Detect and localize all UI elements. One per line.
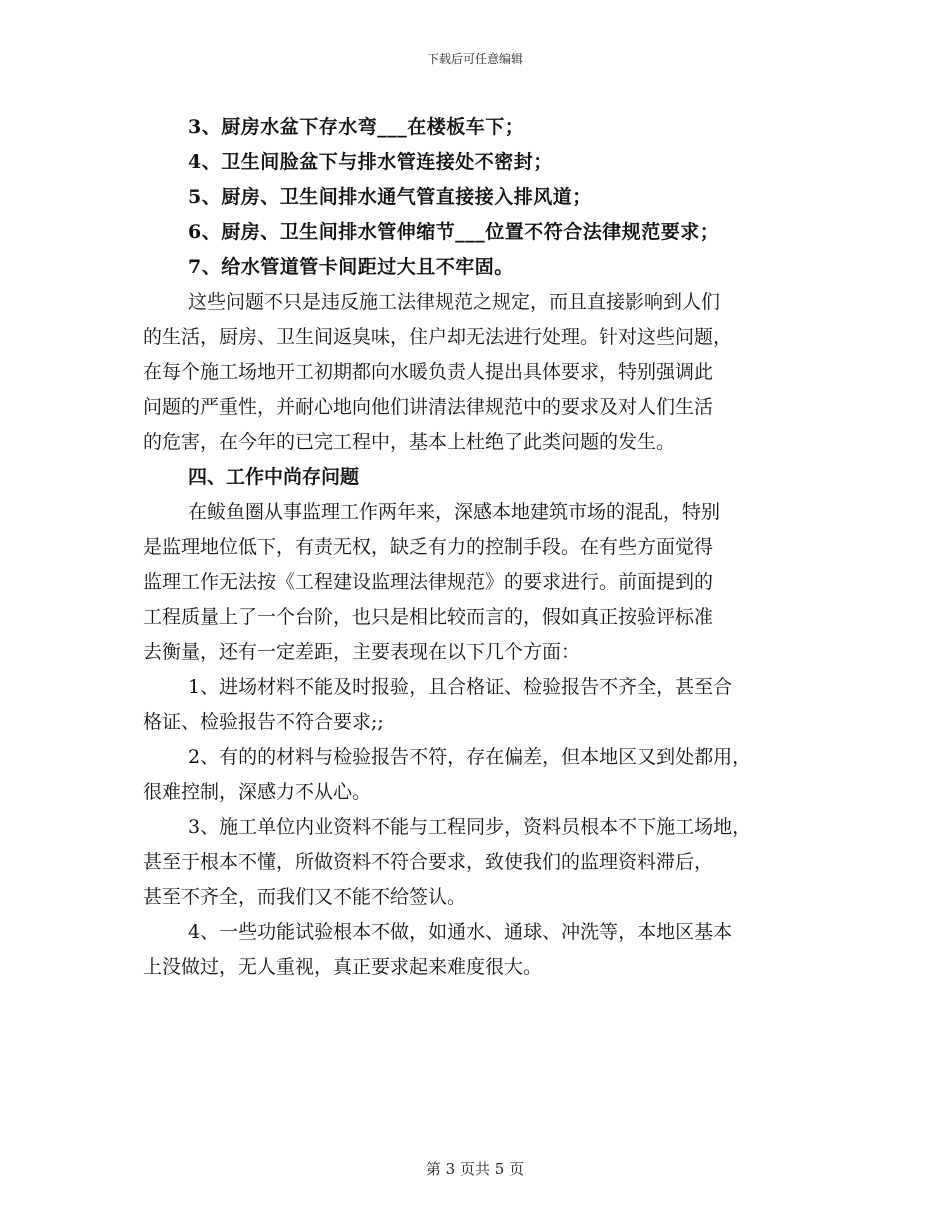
list-item-line: 甚至不齐全，而我们又不能不给签认。: [143, 886, 467, 908]
list-item-line: 2、有的的材料与检验报告不符，存在偏差，但本地区又到处都用，: [188, 746, 752, 768]
list-item-line: 上没做过，无人重视，真正要求起来难度很大。: [143, 956, 543, 978]
paragraph-line: 这些问题不只是违反施工法律规范之规定，而且直接影响到人们: [188, 291, 721, 313]
section-heading: 四、工作中尚存问题: [188, 466, 360, 488]
paragraph-line: 在鲅鱼圈从事监理工作两年来，深感本地建筑市场的混乱，特别: [188, 501, 721, 523]
paragraph-line: 监理工作无法按《工程建设监理法律规范》的要求进行。前面提到的: [143, 571, 714, 593]
list-item-line: 3、施工单位内业资料不能与工程同步，资料员根本不下施工场地，: [188, 816, 752, 838]
page-header: 下载后可任意编辑: [426, 52, 523, 66]
list-item-line: 格证、检验报告不符合要求;;: [143, 711, 384, 733]
page-footer: 第 3 页共 5 页: [425, 1160, 525, 1178]
bold-list-item-4: 4、卫生间脸盆下与排水管连接处不密封；: [188, 151, 553, 173]
document-body: [143, 110, 823, 985]
list-item-line: 甚至于根本不懂，所做资料不符合要求，致使我们的监理资料滞后，: [143, 851, 714, 873]
paragraph-line: 问题的严重性，并耐心地向他们讲清法律规范中的要求及对人们生活: [143, 396, 714, 418]
paragraph-line: 工程质量上了一个台阶，也只是相比较而言的，假如真正按验评标准: [143, 606, 714, 628]
bold-list-item-7: 7、给水管道管卡间距过大且不牢固。: [188, 256, 514, 278]
paragraph-line: 是监理地位低下，有责无权，缺乏有力的控制手段。在有些方面觉得: [143, 536, 714, 558]
list-item-line: 很难控制，深感力不从心。: [143, 781, 372, 803]
paragraph-line: 在每个施工场地开工初期都向水暖负责人提出具体要求，特别强调此: [143, 361, 714, 383]
bold-list-item-3: 3、厨房水盆下存水弯___在楼板车下；: [188, 116, 525, 138]
list-item-line: 1、进场材料不能及时报验，且合格证、检验报告不齐全，甚至合: [188, 676, 733, 698]
paragraph-line: 的危害，在今年的已完工程中，基本上杜绝了此类问题的发生。: [143, 431, 676, 453]
bold-list-item-6: 6、厨房、卫生间排水管伸缩节___位置不符合法律规范要求；: [188, 221, 720, 243]
bold-list-item-5: 5、厨房、卫生间排水通气管直接接入排风道；: [188, 186, 592, 208]
paragraph-line: 去衡量，还有一定差距，主要表现在以下几个方面：: [143, 641, 581, 663]
paragraph-line: 的生活，厨房、卫生间返臭味，住户却无法进行处理。针对这些问题，: [143, 326, 733, 348]
list-item-line: 4、一些功能试验根本不做，如通水、通球、冲洗等，本地区基本: [188, 921, 733, 943]
